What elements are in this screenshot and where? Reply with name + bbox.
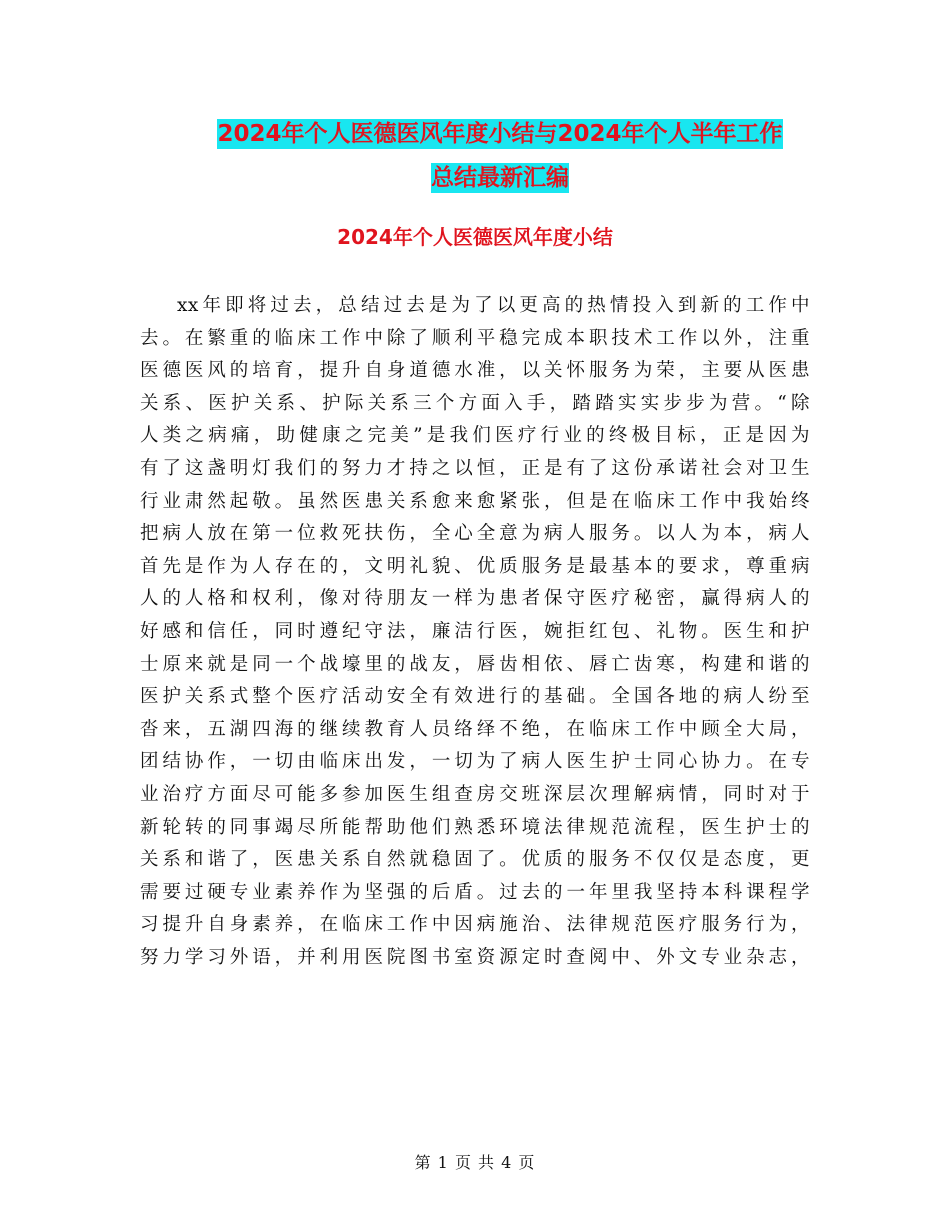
body-paragraph bbox=[140, 290, 810, 974]
body-line: 关系和谐了，医患关系自然就稳固了。优质的服务不仅仅是态度，更 bbox=[140, 849, 810, 871]
document-title-line-2: 总结最新汇编 bbox=[431, 165, 569, 191]
body-line: 去。在繁重的临床工作中除了顺利平稳完成本职技术工作以外，注重 bbox=[140, 327, 810, 349]
body-line: 医护关系式整个医疗活动安全有效进行的基础。全国各地的病人纷至 bbox=[140, 686, 810, 708]
page-footer: 第 1 页 共 4 页 bbox=[414, 1153, 536, 1172]
body-line: 团结协作，一切由临床出发，一切为了病人医生护士同心协力。在专 bbox=[140, 751, 810, 773]
document-title bbox=[140, 112, 860, 200]
body-line: 有了这盏明灯我们的努力才持之以恒，正是有了这份承诺社会对卫生 bbox=[140, 457, 810, 479]
body-line: 把病人放在第一位救死扶伤，全心全意为病人服务。以人为本，病人 bbox=[140, 523, 810, 545]
body-line: 习提升自身素养，在临床工作中因病施治、法律规范医疗服务行为， bbox=[140, 914, 810, 936]
body-line: 行业肃然起敬。虽然医患关系愈来愈紧张，但是在临床工作中我始终 bbox=[140, 490, 810, 512]
body-line: 努力学习外语，并利用医院图书室资源定时查阅中、外文专业杂志， bbox=[140, 946, 810, 968]
body-line: 好感和信任，同时遵纪守法，廉洁行医，婉拒红包、礼物。医生和护 bbox=[140, 620, 810, 642]
body-line: 首先是作为人存在的，文明礼貌、优质服务是最基本的要求，尊重病 bbox=[140, 555, 810, 577]
body-line: 人的人格和权利，像对待朋友一样为患者保守医疗秘密，赢得病人的 bbox=[140, 588, 810, 610]
body-line: 需要过硬专业素养作为坚强的后盾。过去的一年里我坚持本科课程学 bbox=[140, 881, 810, 903]
body-line: 士原来就是同一个战壕里的战友，唇齿相依、唇亡齿寒，构建和谐的 bbox=[140, 653, 810, 675]
body-line: 医德医风的培育，提升自身道德水准，以关怀服务为荣，主要从医患 bbox=[140, 360, 810, 382]
body-line: xx年即将过去，总结过去是为了以更高的热情投入到新的工作中 bbox=[177, 295, 810, 316]
section-title: 2024年个人医德医风年度小结 bbox=[337, 225, 613, 249]
body-line: 沓来，五湖四海的继续教育人员络绎不绝，在临床工作中顾全大局， bbox=[140, 718, 810, 740]
body-line: 人类之病痛，助健康之完美”是我们医疗行业的终极目标，正是因为 bbox=[140, 425, 810, 447]
body-line: 关系、医护关系、护际关系三个方面入手，踏踏实实步步为营。“除 bbox=[140, 392, 810, 414]
body-line: 新轮转的同事竭尽所能帮助他们熟悉环境法律规范流程，医生护士的 bbox=[140, 816, 810, 838]
body-line: 业治疗方面尽可能多参加医生组查房交班深层次理解病情，同时对于 bbox=[140, 783, 810, 805]
document-title-line-1: 2024年个人医德医风年度小结与2024年个人半年工作 bbox=[217, 121, 783, 147]
